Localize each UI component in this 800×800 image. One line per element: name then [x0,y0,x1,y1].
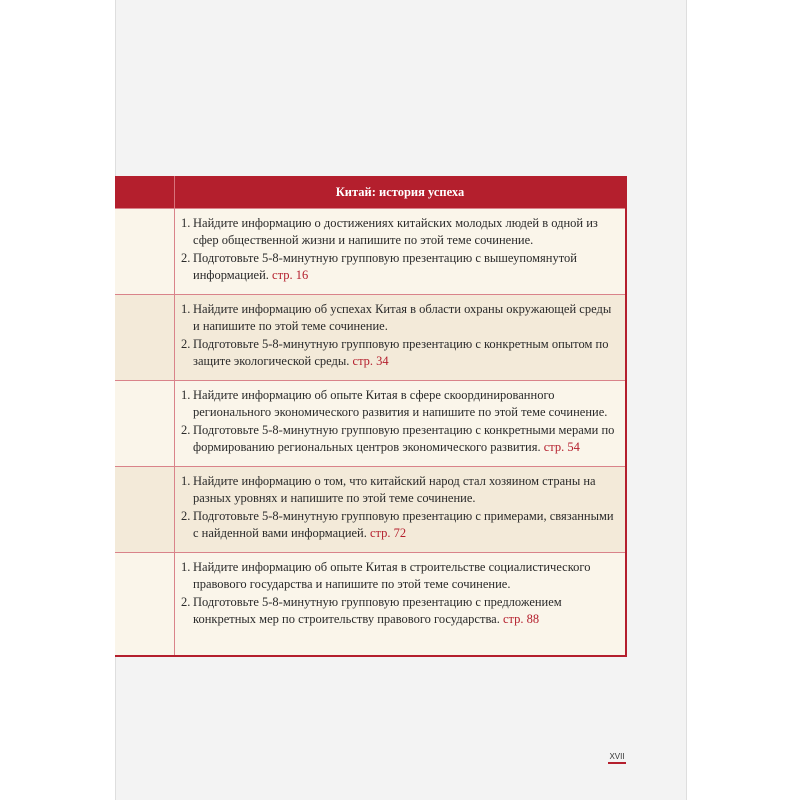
task-text: Найдите информацию об опыте Китая в сфере скоординированного регионального экономического развития и напишите по этой теме сочинение. [193,388,608,420]
task-item [181,301,617,336]
task-item [181,473,617,508]
task-text: Найдите информацию об опыте Китая в строительстве социалистического правового государства и напишите по этой теме сочинение. [193,560,591,592]
page-reference: стр. 34 [352,354,389,369]
page-reference: стр. 88 [502,612,540,627]
row-left-cell [115,381,175,466]
table-row [115,466,625,552]
page-reference: стр. 72 [370,526,407,541]
table-row [115,294,625,380]
page-reference: стр. 16 [272,268,309,283]
tasks-table [115,176,627,657]
page-number: XVII [609,752,625,761]
page-number-underline [608,762,626,764]
row-left-cell [115,209,175,294]
task-item [181,508,617,543]
item-number: 1. [181,560,191,574]
row-left-cell [115,553,175,655]
task-item [181,215,617,250]
task-item [181,559,617,594]
task-text: Подготовьте 5-8-минутную групповую презентацию с примерами, связанными с найденной вами информацией. [193,508,614,541]
row-left-cell [115,295,175,380]
row-left-cell [115,467,175,552]
table-title: Китай: история успеха [335,184,465,199]
task-item [181,422,617,457]
row-content [175,295,625,380]
table-header [115,176,625,208]
row-content [175,381,625,466]
row-content [175,209,625,294]
task-item [181,387,617,422]
task-text: Найдите информацию о достижениях китайских молодых людей в одной из сфер общественной жизни и напишите по этой теме сочинение. [193,216,598,248]
item-number: 2. [181,250,191,265]
table-row [115,380,625,466]
row-content [175,467,625,552]
header-left-cell [115,176,175,208]
item-number: 2. [181,422,191,437]
task-text: Найдите информацию о том, что китайский народ стал хозяином страны на разных уровнях и напишите по этой теме сочинение. [193,474,596,506]
item-number: 2. [181,508,191,523]
row-content [175,553,625,655]
task-text: Подготовьте 5-8-минутную групповую презентацию с предложением конкретных мер по строительству правового государства. [193,594,562,627]
task-item [181,594,617,629]
table-row [115,552,625,655]
task-item [181,250,617,285]
item-number: 1. [181,474,191,488]
task-item [181,336,617,371]
item-number: 2. [181,336,191,351]
table-row [115,208,625,294]
item-number: 2. [181,594,191,609]
item-number: 1. [181,302,191,316]
task-text: Подготовьте 5-8-минутную групповую презентацию с вышеупомянутой информацией. [193,250,577,283]
task-text: Найдите информацию об успехах Китая в области охраны окружающей среды и напишите по этой теме сочинение. [193,302,612,334]
task-text: Подготовьте 5-8-минутную групповую презентацию с конкретным опытом по защите экологической среды. [193,336,609,369]
item-number: 1. [181,388,191,402]
item-number: 1. [181,216,191,230]
page-reference: стр. 54 [543,440,580,455]
task-text: Подготовьте 5-8-минутную групповую презентацию с конкретными мерами по формированию региональных центров экономического развития. [193,422,615,455]
